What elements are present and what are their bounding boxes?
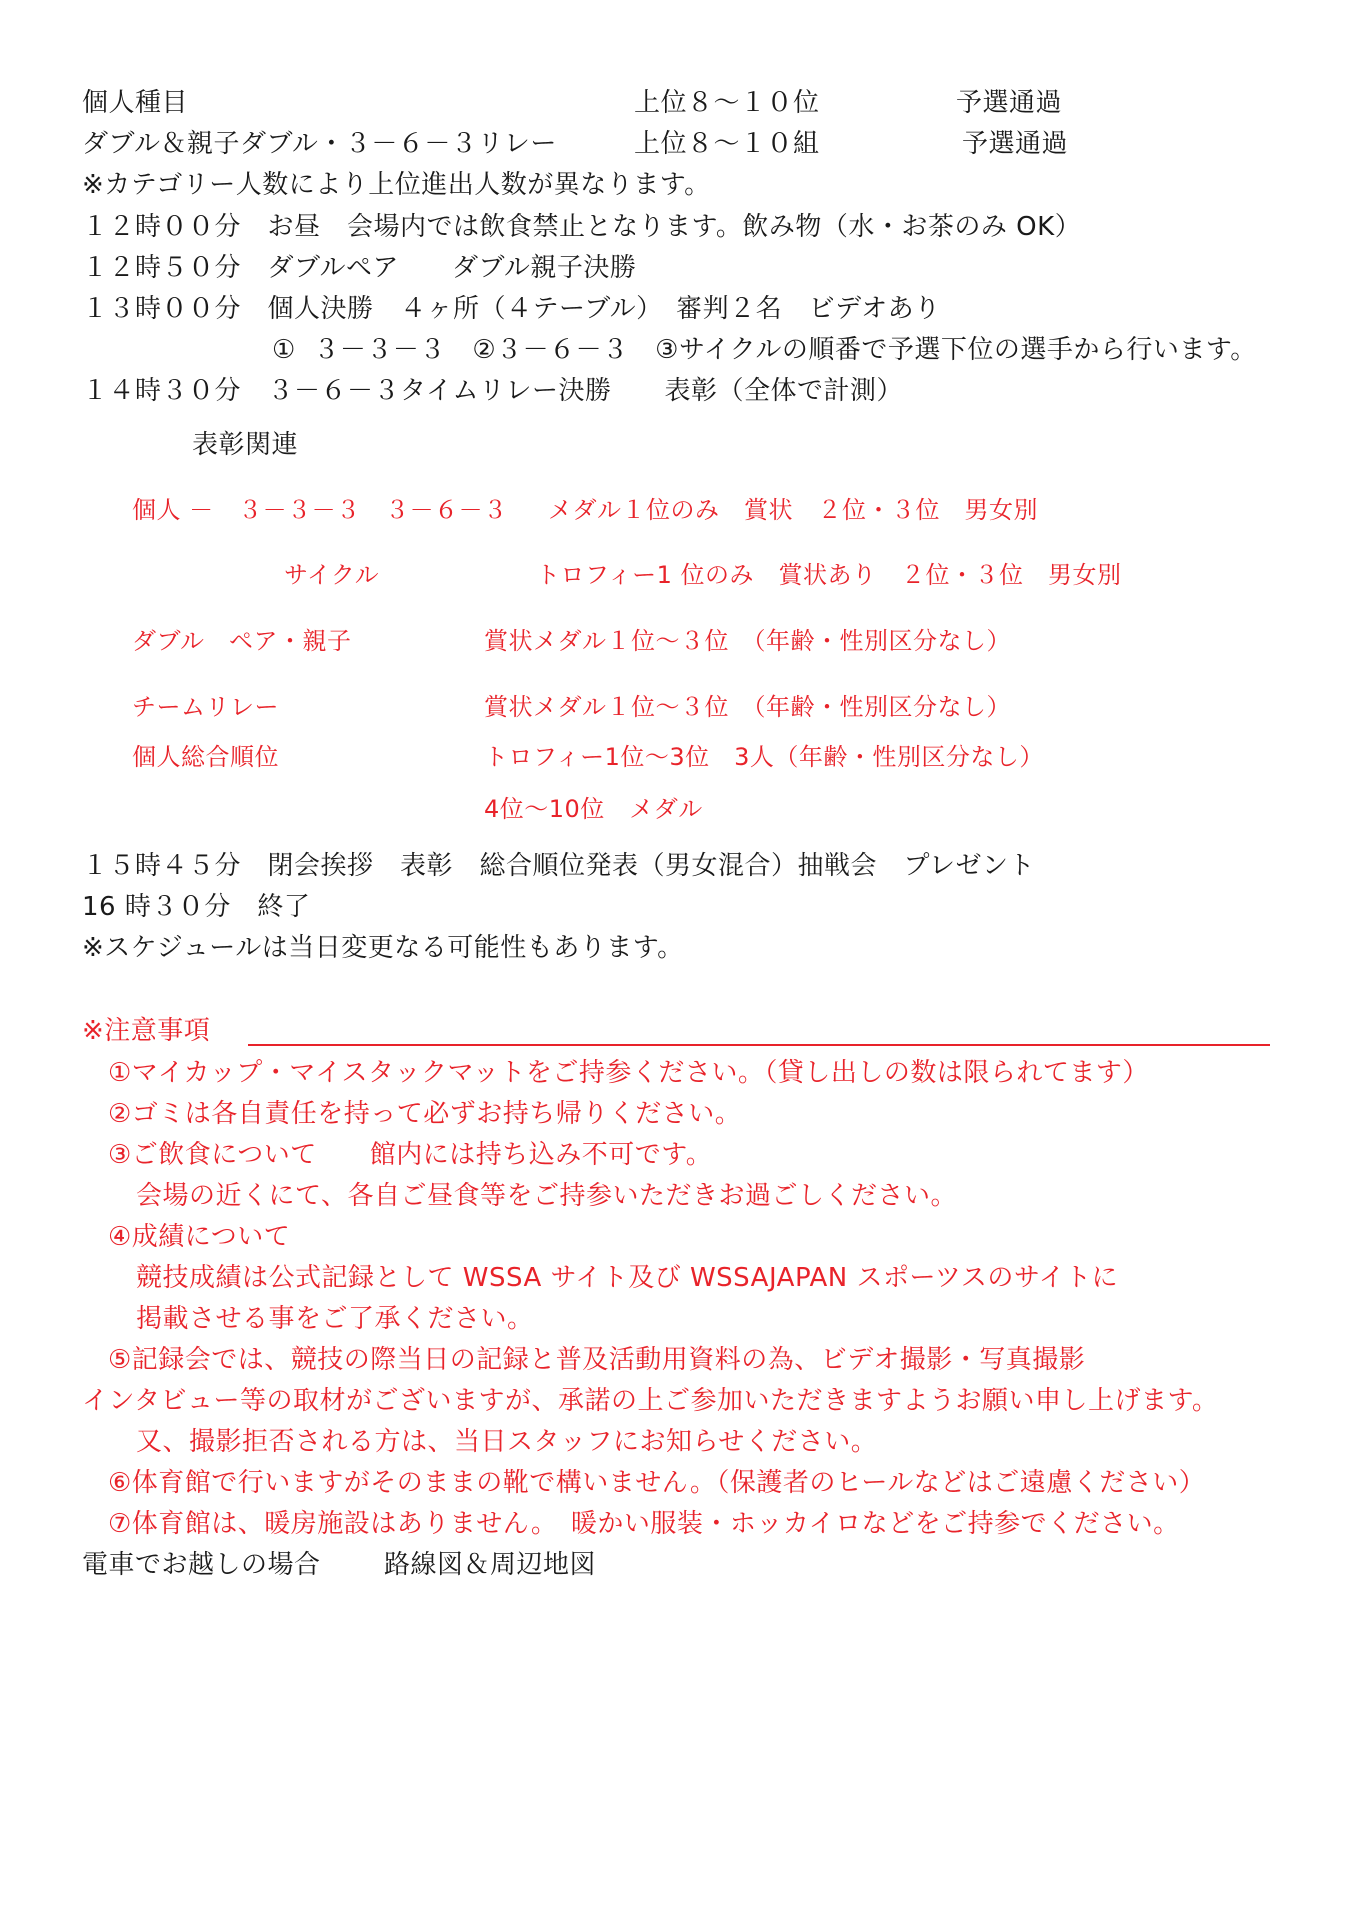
caution-4: ④成績について [108, 1222, 291, 1252]
schedule-1300: １３時００分 個人決勝 ４ヶ所（４テーブル） 審判２名 ビデオあり [82, 294, 941, 324]
caution-7: ⑦体育館は、暖房施設はありません。 暖かい服装・ホッカイロなどをご持参でください。 [108, 1509, 1180, 1539]
access-map-label: 路線図＆周辺地図 [384, 1550, 597, 1580]
caution-3: ③ご飲食について 館内には持ち込み不可です。 [108, 1140, 713, 1170]
caution-3b: 会場の近くにて、各自ご昼食等をご持参いただきお過ごしください。 [136, 1181, 957, 1211]
award-row5-value: トロフィー1位～3位 3人（年齢・性別区分なし） [484, 743, 1044, 771]
schedule-1430: １４時３０分 ３－６－３タイムリレー決勝 表彰（全体で計測） [82, 376, 903, 406]
caution-4c: 掲載させる事をご了承ください。 [136, 1304, 534, 1334]
award-row3-value: 賞状メダル１位～３位 （年齢・性別区分なし） [484, 627, 1011, 655]
schedule-1300-detail: ① ３－３－３ ②３－６－３ ③サイクルの順番で予選下位の選手から行います。 [272, 335, 1257, 365]
schedule-1250: １２時５０分 ダブルペア ダブル親子決勝 [82, 253, 637, 283]
caution-5b: インタビュー等の取材がございますが、承諾の上ご参加いただきますようお願い申し上げます。 [82, 1386, 1219, 1416]
cautions-underline [248, 1044, 1270, 1046]
caution-2: ②ゴミは各自責任を持って必ずお持ち帰りください。 [108, 1099, 742, 1129]
caution-5: ⑤記録会では、競技の際当日の記録と普及活動用資料の為、ビデオ撮影・写真撮影 [108, 1345, 1086, 1375]
note-schedule: ※スケジュールは当日変更なる可能性もあります。 [82, 933, 684, 963]
award-row1-label: 個人 － ３－３－３ ３－６－３ [132, 496, 508, 524]
schedule-1545: １５時４５分 閉会挨拶 表彰 総合順位発表（男女混合）抽戦会 プレゼント [82, 851, 1035, 881]
double-label: ダブル＆親子ダブル・３－６－３リレー [82, 129, 557, 159]
individual-label: 個人種目 [82, 88, 189, 118]
individual-result: 予選通過 [956, 88, 1063, 118]
caution-6: ⑥体育館で行いますがそのままの靴で構いません。（保護者のヒールなどはご遠慮ください） [108, 1468, 1206, 1498]
awards-heading: 表彰関連 [192, 430, 299, 460]
caution-1: ①マイカップ・マイスタックマットをご持参ください。（貸し出しの数は限られてます） [108, 1058, 1149, 1088]
note-category: ※カテゴリー人数により上位進出人数が異なります。 [82, 170, 711, 200]
award-row3-label: ダブル ペア・親子 [132, 627, 352, 655]
award-row1-value: メダル１位のみ 賞状 ２位・３位 男女別 [548, 496, 1038, 524]
schedule-1630: 16 時３０分 終了 [82, 892, 311, 922]
award-row4-label: チームリレー [132, 693, 279, 721]
access-train-label: 電車でお越しの場合 [82, 1550, 321, 1580]
caution-5c: 又、撮影拒否される方は、当日スタッフにお知らせください。 [136, 1427, 878, 1457]
schedule-1200: １２時００分 お昼 会場内では飲食禁止となります。飲み物（水・お茶のみ OK） [82, 212, 1082, 242]
award-row2-value: トロフィー1 位のみ 賞状あり ２位・３位 男女別 [536, 561, 1122, 589]
award-row6-value: 4位～10位 メダル [484, 795, 703, 823]
caution-4b: 競技成績は公式記録として WSSA サイト及び WSSAJAPAN スポーツスのサイトに [136, 1263, 1119, 1293]
double-result: 予選通過 [962, 129, 1069, 159]
cautions-heading: ※注意事項 [82, 1016, 211, 1046]
award-row5-label: 個人総合順位 [132, 743, 279, 771]
double-rank: 上位８～１０組 [634, 129, 820, 159]
individual-rank: 上位８～１０位 [634, 88, 820, 118]
award-row2-label: サイクル [284, 561, 380, 589]
award-row4-value: 賞状メダル１位～３位 （年齢・性別区分なし） [484, 693, 1011, 721]
